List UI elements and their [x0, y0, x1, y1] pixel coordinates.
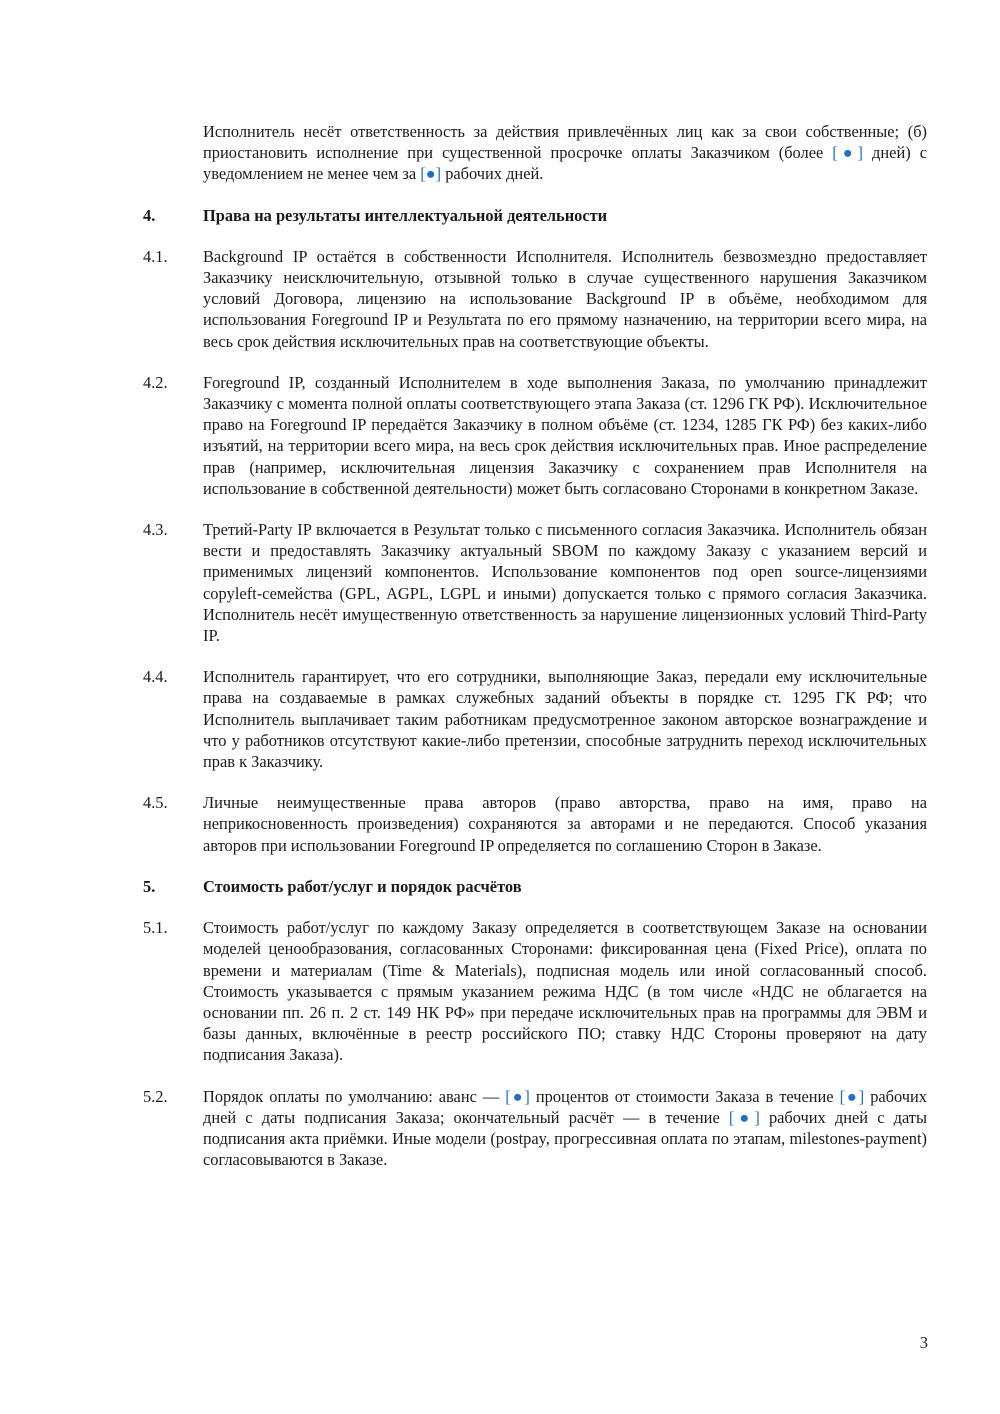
clause-number: 4.5.	[143, 793, 168, 813]
clause-text	[203, 1086, 927, 1171]
clause-number: 4.1.	[143, 246, 168, 266]
placeholder-marker: [●]	[832, 143, 864, 163]
intro-text-2: дней) с уведомлением не менее чем за	[203, 143, 927, 184]
intro-text-1: Исполнитель несёт ответственность за действия привлечённых лиц как за свои собственные; (б) приостановить исполнение при существенной просрочке оплаты Заказчиком (более	[203, 122, 927, 163]
clause-text-part: процентов от стоимости Заказа в течение	[529, 1086, 840, 1106]
section-number: 4.	[143, 205, 156, 225]
placeholder-marker: [●]	[420, 164, 442, 184]
clause-text-part: рабочих дней с даты подписания акта приёмки. Иные модели (postpay, прогрессивная оплата по этапам, milestones-payment) согласовываются в Заказе.	[203, 1107, 927, 1170]
clause-5-1	[143, 917, 927, 1065]
clause-text: Стоимость работ/услуг по каждому Заказу определяется в соответствующем Заказе на основании моделей ценообразования, согласованных Сторонами: фиксированная цена (Fixed Price), оплата по времени и материалам (Time & Materials), подписная модель или иной согласованный способ. Стоимость указывается с прямым указанием режима НДС (в том числе «НДС не облагается на основании пп. 26 п. 2 ст. 149 НК РФ» при передаче исключительных прав на программы для ЭВМ и базы данных, включённые в реестр российского ПО; ставку НДС Стороны проверяют на дату подписания Заказа).	[203, 918, 927, 1065]
clause-5-2	[143, 1086, 927, 1171]
section-title: Стоимость работ/услуг и порядок расчётов	[203, 876, 522, 896]
clause-number: 4.2.	[143, 372, 168, 392]
clause-text: Исполнитель гарантирует, что его сотрудники, выполняющие Заказ, передали ему исключительные права на создаваемые в рамках служебных заданий объекты в порядке ст. 1295 ГК РФ; что Исполнитель выплачивает таким работникам предусмотренное законом авторское вознаграждение и что у работников отсутствуют какие-либо претензии, способные затруднить переход исключительных прав к Заказчику.	[203, 667, 927, 772]
clause-text: Третий-Party IP включается в Результат только с письменного согласия Заказчика. Исполнитель обязан вести и предоставлять Заказчику актуальный SBOM по каждому Заказу с указанием версий и применимых лицензий компонентов. Использование компонентов под open source-лицензиями copyleft-семейства (GPL, AGPL, LGPL и иными) допускается только с прямого согласия Заказчика. Исполнитель несёт имущественную ответственность за нарушение лицензионных условий Third-Party IP.	[203, 520, 927, 646]
section-heading-4	[143, 205, 927, 226]
page-number: 3	[919, 1333, 928, 1352]
section-title: Права на результаты интеллектуальной деятельности	[203, 205, 608, 225]
clause-text-part: Порядок оплаты по умолчанию: аванс —	[203, 1086, 506, 1106]
clause-text-part: рабочих дней с даты подписания Заказа; окончательный расчёт — в течение	[203, 1086, 927, 1127]
clause-4-1	[143, 246, 927, 352]
page-content	[143, 121, 927, 1190]
clause-text: Foreground IP, созданный Исполнителем в ходе выполнения Заказа, по умолчанию принадлежит Заказчику с момента полной оплаты соответствующего этапа Заказа (ст. 1296 ГК РФ). Исключительное право на Foreground IP передаётся Заказчику в полном объёме (ст. 1234, 1285 ГК РФ) без каких-либо изъятий, на территории всего мира, на весь срок действия исключительных прав. Иное распределение прав (например, исключительная лицензия Заказчику с сохранением прав Исполнителя на использование в собственной деятельности) может быть согласовано Сторонами в конкретном Заказе.	[203, 372, 927, 498]
clause-text: Background IP остаётся в собственности Исполнителя. Исполнитель безвозмездно предоставляет Заказчику неисключительную, отзывной только в случае существенного нарушения Заказчиком условий Договора, лицензию на использование Background IP в объёме, необходимом для использования Foreground IP и Результата по его прямому назначению, на территории всего мира, на весь срок действия исключительных прав на соответствующие объекты.	[203, 246, 927, 351]
clause-number: 5.1.	[143, 918, 168, 938]
clause-4-3	[143, 519, 927, 646]
clause-number: 5.2.	[143, 1086, 168, 1106]
clause-4-2	[143, 372, 927, 499]
section-heading-5	[143, 876, 927, 897]
placeholder-marker: [●]	[505, 1086, 530, 1106]
clause-4-5	[143, 792, 927, 856]
clause-text: Личные неимущественные права авторов (право авторства, право на имя, право на неприкосновенность произведения) сохраняются за авторами и не передаются. Способ указания авторов при использовании Foreground IP определяется по соглашению Сторон в Заказе.	[203, 793, 927, 855]
clause-number: 4.4.	[143, 667, 168, 687]
placeholder-marker: [●]	[728, 1107, 760, 1127]
placeholder-marker: [●]	[839, 1086, 865, 1106]
clause-4-4	[143, 666, 927, 772]
section-number: 5.	[143, 876, 156, 896]
intro-paragraph	[203, 121, 927, 185]
intro-text-3: рабочих дней.	[441, 164, 544, 184]
clause-number: 4.3.	[143, 520, 168, 540]
